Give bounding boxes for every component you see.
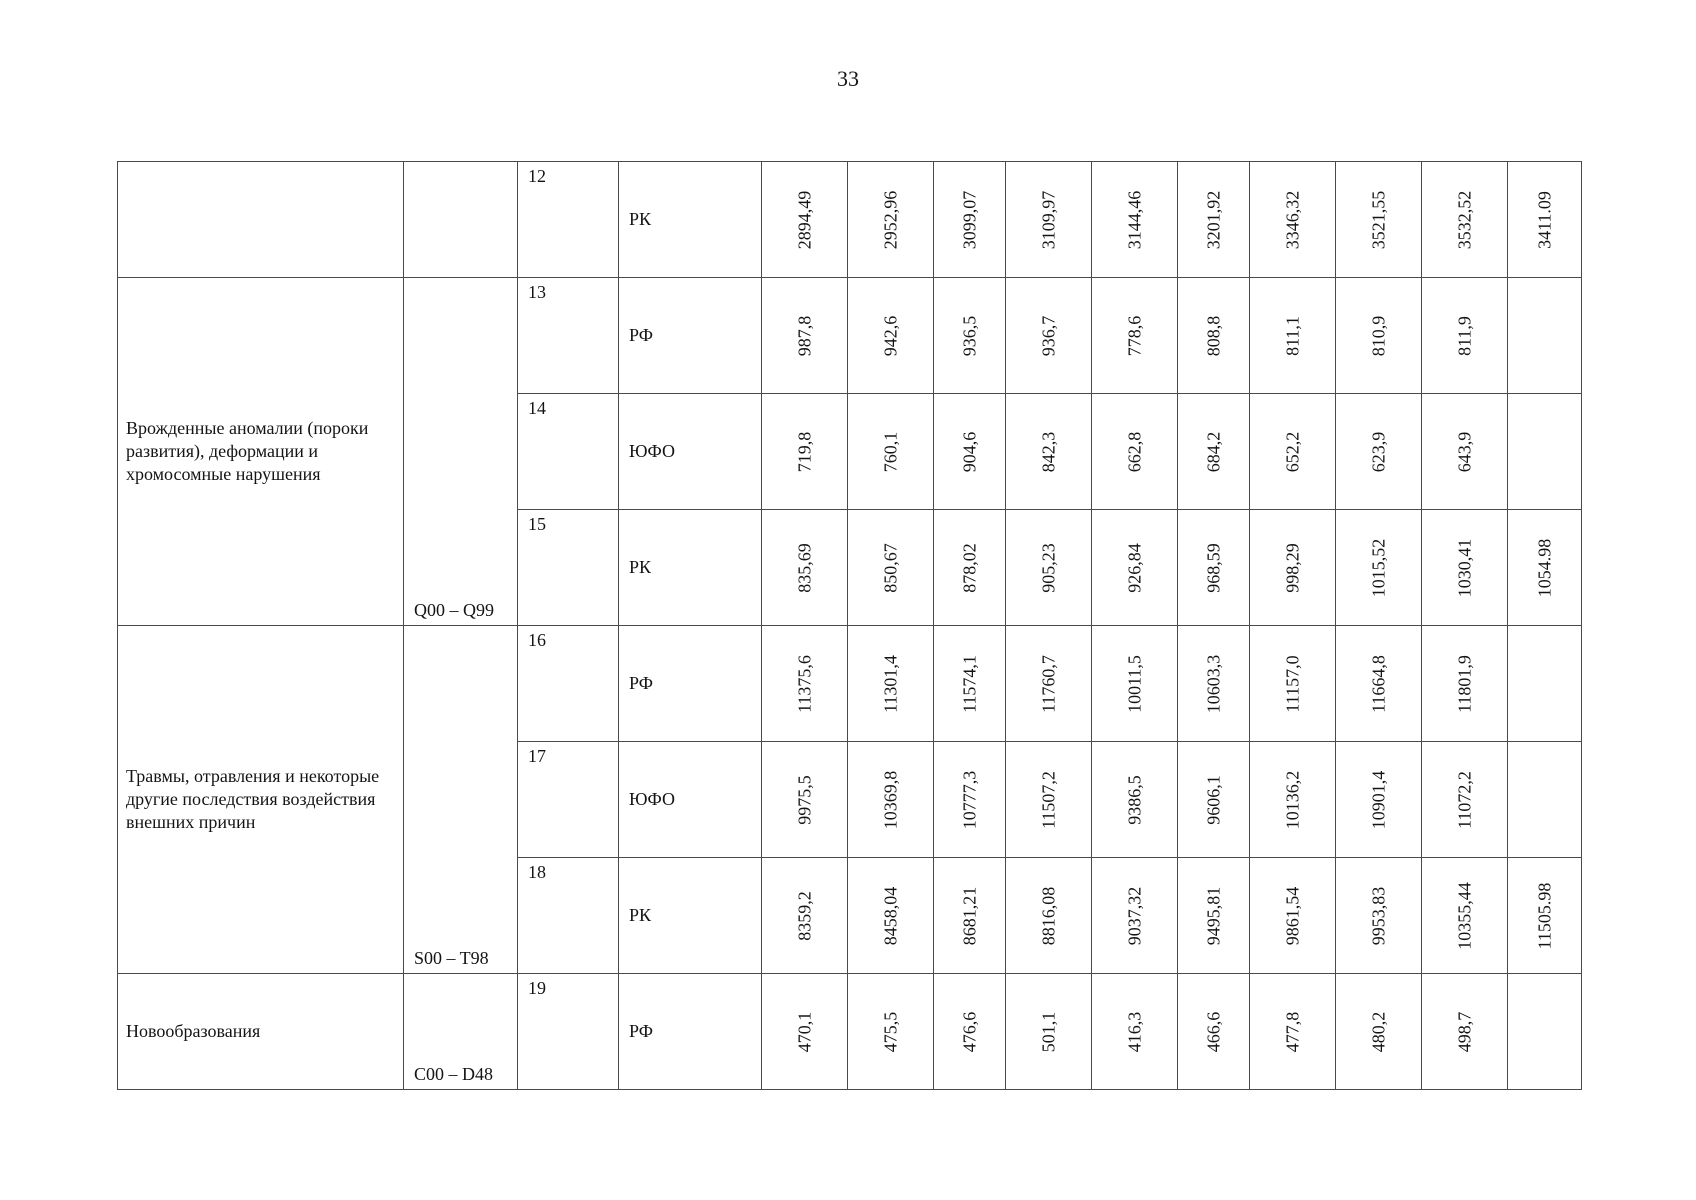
value-text: 498,7 bbox=[1454, 1011, 1474, 1052]
value-text: 1015,52 bbox=[1368, 538, 1388, 597]
value-text: 10901,4 bbox=[1368, 770, 1388, 829]
region-cell: ЮФО bbox=[619, 742, 762, 858]
value-text: 998,29 bbox=[1282, 542, 1302, 593]
value-cell bbox=[1092, 162, 1178, 278]
icd-code-cell: S00 – T98 bbox=[404, 626, 518, 974]
value-cell bbox=[1508, 278, 1582, 394]
value-cell bbox=[1508, 626, 1582, 742]
value-cell bbox=[1422, 510, 1508, 626]
value-text: 10136,2 bbox=[1282, 770, 1302, 829]
value-text: 662,8 bbox=[1124, 431, 1144, 472]
value-cell bbox=[1178, 858, 1250, 974]
value-cell bbox=[1250, 974, 1336, 1090]
value-text: 987,8 bbox=[794, 315, 814, 356]
value-cell bbox=[934, 626, 1006, 742]
value-text: 652,2 bbox=[1282, 431, 1302, 472]
row-number-cell: 13 bbox=[518, 278, 619, 394]
value-cell bbox=[1006, 278, 1092, 394]
value-cell bbox=[934, 394, 1006, 510]
region-cell: РК bbox=[619, 858, 762, 974]
value-text: 470,1 bbox=[794, 1011, 814, 1052]
value-cell bbox=[1508, 742, 1582, 858]
value-text: 842,3 bbox=[1038, 431, 1058, 472]
value-text: 623,9 bbox=[1368, 431, 1388, 472]
value-text: 3201,92 bbox=[1203, 190, 1223, 249]
value-cell bbox=[762, 394, 848, 510]
icd-code-cell bbox=[404, 162, 518, 278]
row-number-cell: 17 bbox=[518, 742, 619, 858]
value-text: 905,23 bbox=[1038, 542, 1058, 593]
value-cell bbox=[1178, 974, 1250, 1090]
value-cell bbox=[1422, 278, 1508, 394]
value-cell bbox=[1092, 626, 1178, 742]
value-cell bbox=[1250, 510, 1336, 626]
value-cell bbox=[1336, 626, 1422, 742]
value-cell bbox=[762, 510, 848, 626]
value-cell bbox=[1422, 858, 1508, 974]
value-cell bbox=[1508, 858, 1582, 974]
value-text: 1030,41 bbox=[1454, 538, 1474, 597]
value-cell bbox=[1092, 858, 1178, 974]
value-cell bbox=[1092, 278, 1178, 394]
icd-code-cell: Q00 – Q99 bbox=[404, 278, 518, 626]
value-cell bbox=[1006, 626, 1092, 742]
value-text: 11664,8 bbox=[1368, 654, 1388, 713]
value-cell bbox=[1006, 858, 1092, 974]
value-cell bbox=[1336, 278, 1422, 394]
value-cell bbox=[762, 742, 848, 858]
value-text: 936,5 bbox=[959, 315, 979, 356]
value-text: 11375,6 bbox=[794, 654, 814, 713]
value-cell bbox=[1092, 394, 1178, 510]
value-cell bbox=[848, 394, 934, 510]
value-cell bbox=[1336, 394, 1422, 510]
row-number-cell: 19 bbox=[518, 974, 619, 1090]
value-text: 684,2 bbox=[1203, 431, 1223, 472]
value-cell bbox=[1006, 394, 1092, 510]
value-cell bbox=[848, 162, 934, 278]
disease-group-cell: Новообразования bbox=[118, 974, 404, 1090]
value-cell bbox=[848, 626, 934, 742]
value-text: 835,69 bbox=[794, 542, 814, 593]
value-text: 11072,2 bbox=[1454, 770, 1474, 829]
value-text: 10777,3 bbox=[959, 770, 979, 829]
value-text: 942,6 bbox=[880, 315, 900, 356]
value-cell bbox=[1178, 626, 1250, 742]
value-text: 416,3 bbox=[1124, 1011, 1144, 1052]
value-cell bbox=[1178, 510, 1250, 626]
value-cell bbox=[1092, 974, 1178, 1090]
value-cell bbox=[1508, 974, 1582, 1090]
value-text: 719,8 bbox=[794, 431, 814, 472]
value-text: 3144,46 bbox=[1124, 190, 1144, 249]
value-text: 9975,5 bbox=[794, 774, 814, 825]
value-cell bbox=[762, 974, 848, 1090]
value-text: 10011,5 bbox=[1124, 654, 1144, 713]
value-text: 878,02 bbox=[959, 542, 979, 593]
value-text: 810,9 bbox=[1368, 315, 1388, 356]
value-cell bbox=[848, 510, 934, 626]
value-text: 9861,54 bbox=[1282, 886, 1302, 945]
value-cell bbox=[848, 974, 934, 1090]
value-cell bbox=[1508, 510, 1582, 626]
row-number-cell: 15 bbox=[518, 510, 619, 626]
value-text: 811,1 bbox=[1282, 315, 1302, 356]
value-cell bbox=[934, 510, 1006, 626]
value-cell bbox=[1508, 394, 1582, 510]
value-text: 11505.98 bbox=[1534, 882, 1554, 949]
value-cell bbox=[848, 278, 934, 394]
value-cell bbox=[762, 858, 848, 974]
value-text: 936,7 bbox=[1038, 315, 1058, 356]
value-cell bbox=[1422, 742, 1508, 858]
value-text: 10355,44 bbox=[1454, 881, 1474, 950]
value-text: 501,1 bbox=[1038, 1011, 1058, 1052]
value-cell bbox=[1178, 162, 1250, 278]
value-cell bbox=[762, 162, 848, 278]
value-text: 11574,1 bbox=[959, 654, 979, 713]
value-cell bbox=[1250, 742, 1336, 858]
value-cell bbox=[1336, 974, 1422, 1090]
value-cell bbox=[848, 742, 934, 858]
value-text: 3099,07 bbox=[959, 190, 979, 249]
value-text: 11157,0 bbox=[1282, 654, 1302, 713]
value-cell bbox=[762, 278, 848, 394]
value-text: 475,5 bbox=[880, 1011, 900, 1052]
value-text: 811,9 bbox=[1454, 315, 1474, 356]
value-text: 808,8 bbox=[1203, 315, 1223, 356]
value-text: 11301,4 bbox=[880, 654, 900, 713]
value-cell bbox=[1422, 394, 1508, 510]
region-cell: ЮФО bbox=[619, 394, 762, 510]
value-cell bbox=[1422, 626, 1508, 742]
value-cell bbox=[1006, 162, 1092, 278]
value-cell bbox=[1336, 162, 1422, 278]
value-cell bbox=[1336, 742, 1422, 858]
icd-code-cell: C00 – D48 bbox=[404, 974, 518, 1090]
value-text: 9386,5 bbox=[1124, 774, 1144, 825]
region-cell: РК bbox=[619, 162, 762, 278]
value-text: 3532,52 bbox=[1454, 190, 1474, 249]
table-row bbox=[118, 162, 1582, 278]
value-text: 466,6 bbox=[1203, 1011, 1223, 1052]
value-text: 480,2 bbox=[1368, 1011, 1388, 1052]
disease-group-cell: Врожденные аномалии (пороки развития), деформации и хромосомные нарушения bbox=[118, 278, 404, 626]
value-text: 2894,49 bbox=[794, 190, 814, 249]
value-text: 3411.09 bbox=[1534, 190, 1554, 249]
value-cell bbox=[934, 974, 1006, 1090]
value-text: 968,59 bbox=[1203, 542, 1223, 593]
value-text: 9606,1 bbox=[1203, 774, 1223, 825]
value-cell bbox=[1250, 278, 1336, 394]
value-cell bbox=[1178, 394, 1250, 510]
value-text: 926,84 bbox=[1124, 542, 1144, 593]
value-cell bbox=[1178, 278, 1250, 394]
value-cell bbox=[1422, 162, 1508, 278]
value-text: 850,67 bbox=[880, 542, 900, 593]
value-text: 477,8 bbox=[1282, 1011, 1302, 1052]
value-cell bbox=[934, 858, 1006, 974]
value-cell bbox=[1508, 162, 1582, 278]
value-cell bbox=[1250, 394, 1336, 510]
value-cell bbox=[934, 278, 1006, 394]
value-text: 3346,32 bbox=[1282, 190, 1302, 249]
row-number-cell: 14 bbox=[518, 394, 619, 510]
table-row bbox=[118, 626, 1582, 742]
value-text: 9037,32 bbox=[1124, 886, 1144, 945]
value-cell bbox=[1250, 626, 1336, 742]
value-cell bbox=[1336, 858, 1422, 974]
region-cell: РФ bbox=[619, 278, 762, 394]
value-text: 3521,55 bbox=[1368, 190, 1388, 249]
value-text: 11760,7 bbox=[1038, 654, 1058, 713]
region-cell: РФ bbox=[619, 626, 762, 742]
value-text: 476,6 bbox=[959, 1011, 979, 1052]
value-cell bbox=[1336, 510, 1422, 626]
value-text: 643,9 bbox=[1454, 431, 1474, 472]
row-number-cell: 16 bbox=[518, 626, 619, 742]
value-text: 8458,04 bbox=[880, 886, 900, 945]
value-cell bbox=[1006, 510, 1092, 626]
value-text: 9953,83 bbox=[1368, 886, 1388, 945]
value-text: 778,6 bbox=[1124, 315, 1144, 356]
value-cell bbox=[1250, 162, 1336, 278]
value-cell bbox=[1178, 742, 1250, 858]
value-text: 1054.98 bbox=[1534, 538, 1554, 597]
value-cell bbox=[1006, 742, 1092, 858]
value-text: 8816,08 bbox=[1038, 886, 1058, 945]
row-number-cell: 12 bbox=[518, 162, 619, 278]
value-text: 2952,96 bbox=[880, 190, 900, 249]
value-text: 10369,8 bbox=[880, 770, 900, 829]
value-text: 8681,21 bbox=[959, 886, 979, 945]
region-cell: РФ bbox=[619, 974, 762, 1090]
disease-group-cell: Травмы, отравления и некоторые другие последствия воздействия внешних причин bbox=[118, 626, 404, 974]
value-cell bbox=[1092, 742, 1178, 858]
value-text: 8359,2 bbox=[794, 890, 814, 941]
value-text: 11507,2 bbox=[1038, 770, 1058, 829]
value-cell bbox=[934, 742, 1006, 858]
table-row bbox=[118, 974, 1582, 1090]
value-text: 11801,9 bbox=[1454, 654, 1474, 713]
disease-group-cell bbox=[118, 162, 404, 278]
value-cell bbox=[1092, 510, 1178, 626]
value-text: 10603,3 bbox=[1203, 654, 1223, 713]
value-cell bbox=[1250, 858, 1336, 974]
page-number: 33 bbox=[837, 66, 859, 91]
value-cell bbox=[762, 626, 848, 742]
value-text: 9495,81 bbox=[1203, 886, 1223, 945]
value-text: 760,1 bbox=[880, 431, 900, 472]
table-row bbox=[118, 278, 1582, 394]
value-cell bbox=[1006, 974, 1092, 1090]
value-cell bbox=[934, 162, 1006, 278]
value-cell bbox=[1422, 974, 1508, 1090]
row-number-cell: 18 bbox=[518, 858, 619, 974]
value-text: 904,6 bbox=[959, 431, 979, 472]
value-cell bbox=[848, 858, 934, 974]
region-cell: РК bbox=[619, 510, 762, 626]
statistics-table bbox=[117, 161, 1582, 1090]
value-text: 3109,97 bbox=[1038, 190, 1058, 249]
